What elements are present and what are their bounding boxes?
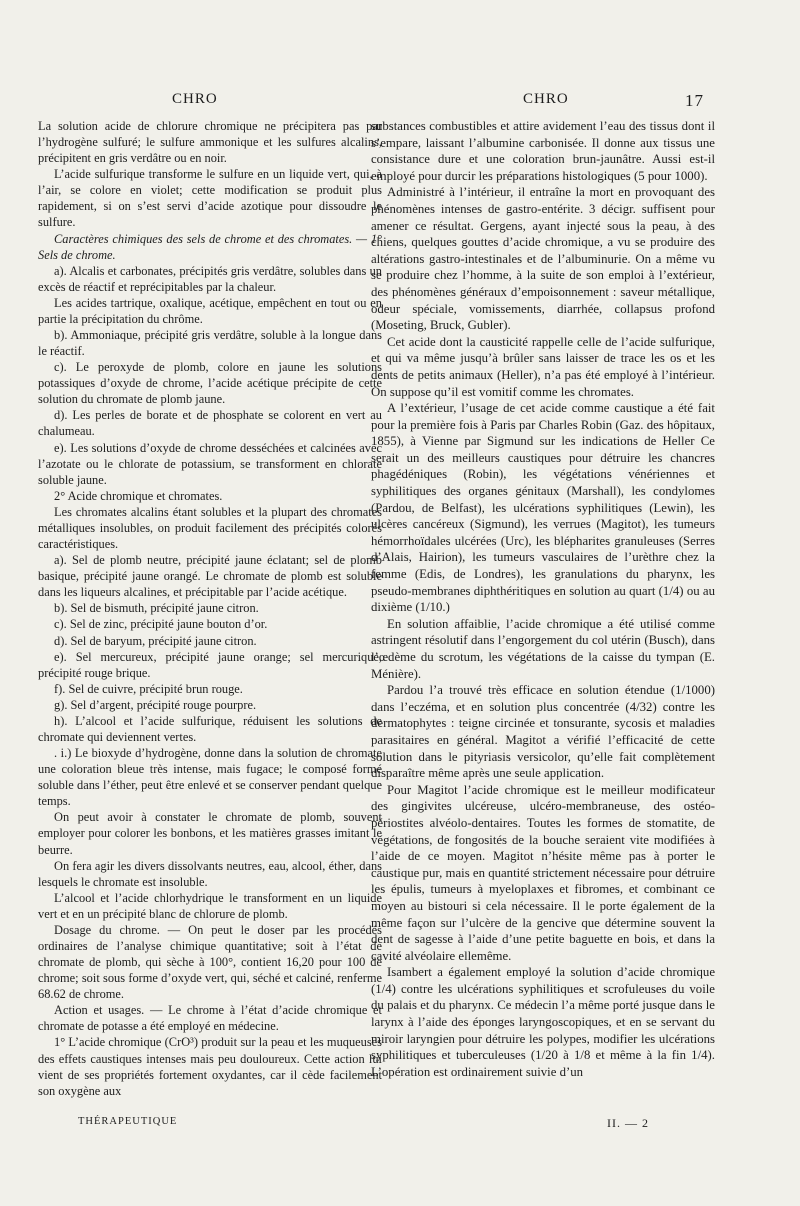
page-number: 17: [685, 91, 704, 110]
paragraph: L’acide sulfurique transforme le sulfure en un liquide vert, qui, à l’air, se colore en violet; cette modification se produit plus rapidement, si on s’est servi d’acide azotique pour dissoudre le sulfure.: [38, 167, 382, 230]
paragraph: Isambert a également employé la solution d’acide chromique (1/4) contre les ulcérations syphilitiques et scrofuleuses du voile du palais et du pharynx. Ce médecin l’a même porté jusque dans le larynx à l’aide des éponges laryngoscopiques, et en se servant du miroir laryngien pour détruire les polypes, modifier les ulcérations syphilitiques et tuberculeuses (1/20 à 1/8 et même à la fin 1/4). L’opération est ordinairement suivie d’un: [371, 965, 715, 1079]
paragraph: d). Sel de baryum, précipité jaune citron.: [54, 633, 257, 648]
paragraph: b). Ammoniaque, précipité gris verdâtre, soluble à la longue dans le réactif.: [38, 328, 382, 359]
paragraph: 2° Acide chromique et chromates.: [54, 488, 223, 503]
section-heading: Action et usages. — Le chrome à l’état d’acide chromique et chromate de potasse a été employé en médecine.: [38, 1003, 382, 1034]
paragraph: 1° L’acide chromique (CrO³) produit sur la peau et les muqueuses des effets caustiques intenses mais peu douloureux. Cette action lui vient de ses propriétés fortement oxydantes, car il cède facilement son oxygène aux: [38, 1035, 382, 1098]
paragraph: On fera agir les divers dissolvants neutres, eau, alcool, éther, dans lesquels le chromate est insoluble.: [38, 858, 382, 889]
paragraph: La solution acide de chlorure chromique ne précipitera pas par l’hydrogène sulfuré; le sulfure ammonique et les sulfures alcalins, précipitent en gris verdâtre ou en noir.: [38, 119, 382, 166]
paragraph: f). Sel de cuivre, précipité brun rouge.: [54, 681, 243, 696]
paragraph: Administré à l’intérieur, il entraîne la mort en provoquant des phénomènes intenses de gastro-entérite. 3 décigr. suffisent pour amener ce résultat. Gergens, ayant injecté sous la peau, à des chiens, quelques gouttes d’acide chromique, a vu se produire des altérations gastro-intestinales et de l’albuminurie. On a même vu se produire chez l’homme, à la suite de son emploi à l’extérieur, des phénomènes généraux d’empoisonnement : saveur métallique, odeur spéciale, vomissements, diarrhée, collapsus profond (Moseting, Bruck, Gubler).: [371, 185, 715, 333]
paragraph: a). Sel de plomb neutre, précipité jaune éclatant; sel de plomb basique, précipité jaune orangé. Le chromate de plomb est soluble dans les liqueurs alcalines, et précipitable par l’acide acétique.: [38, 553, 382, 600]
paragraph: c). Sel de zinc, précipité jaune bouton d’or.: [54, 617, 268, 632]
paragraph: En solution affaiblie, l’acide chromique a été utilisé comme astringent résolutif dans l’engorgement du col utérin (Busch), dans l’œdème du scrotum, les végétations de la caisse du tympan (E. Ménière).: [371, 616, 715, 681]
paragraph: e). Sel mercureux, précipité jaune orange; sel mercurique, précipité rouge brique.: [38, 649, 382, 680]
paragraph: e). Les solutions d’oxyde de chrome desséchées et calcinées avec l’azotate ou le chlorate de potassium, se transforment en chlorate soluble jaune.: [38, 440, 382, 487]
paragraph: b). Sel de bismuth, précipité jaune citron.: [54, 601, 259, 616]
paragraph: Pour Magitot l’acide chromique est le meilleur modificateur des gingivites ulcéreuse, ulcéro-membraneuse, des ostéo-périostites alvéolo-dentaires. Toutes les formes de stomatite, de végétations, de fongosités de la bouche seraient vite modifiées à l’aide de ce moyen. Magitot n’hésite même pas à porter le caustique pur, mais en quantité strictement nécessaire pour détruire les épulis, tumeurs à myeloplaxes et fibromes, et combinant ce moyen au bistouri si cela nécessaire. Il le porte également de la même façon sur l’ulcère de la gencive que détermine souvent la dent de sagesse à l’aide d’une petite baguette en bois, et dans la cavité alvéolaire ellemême.: [371, 782, 715, 963]
paragraph: Cet acide dont la causticité rappelle celle de l’acide sulfurique, et qui va même jusqu’à brûler sans laisser de trace les os et les dents de petits animaux (Heller), n’a pas été employé à l’intérieur. On suppose qu’il est vomitif comme les chromates.: [371, 334, 715, 399]
paragraph: Dosage du chrome. — On peut le doser par les procédés ordinaires de l’analyse chimique quantitative; soit à l’état de chromate de plomb, qui sèche à 100°, contient 16,20 pour 100 de chrome; soit sous forme d’oxyde vert, qui, séché et calciné, renferme 68.62 de chrome.: [38, 922, 382, 1002]
paragraph: g). Sel d’argent, précipité rouge pourpre.: [54, 697, 257, 712]
paragraph: On peut avoir à constater le chromate de plomb, souvent employer pour colorer les bonbons, et les matières grasses imitant le beurre.: [38, 810, 382, 857]
paragraph: Les acides tartrique, oxalique, acétique, empêchent en tout ou en partie la précipitation du chrôme.: [38, 295, 382, 326]
paragraph: A l’extérieur, l’usage de cet acide comme caustique a été fait pour la première fois à Paris par Charles Robin (Gaz. des hôpitaux, 1855), à Vienne par Sigmund sur les indications de Heller Ce serait un des meilleurs caustiques pour détruire les chancres phagédéniques (Robin), les végétations vénériennes et syphilitiques des organes génitaux (Marshall), les condylomes (Pardou, de Belfast), les ulcérations syphilitiques (Lewin), les ulcères cancéreux (Sigmund), les verrues (Magitot), les tumeurs hémorrhoïdales ulcérées (Urc), les blépharites granuleuses (Serres d’Alais, Hairion), les tumeurs vasculaires de l’urèthre chez la femme (Edis, de Londres), les granulations du pharynx, les pseudo-membranes diphthéritiques en solution au quart (1/4) ou au dixième (1/10.): [371, 401, 715, 615]
paragraph: a). Alcalis et carbonates, précipités gris verdâtre, solubles dans un excès de réactif et reprécipitables par la chaleur.: [38, 263, 382, 294]
paragraph: Les chromates alcalins étant solubles et la plupart des chromates métalliques insolubles, on produit facilement des précipités colorés caractéristiques.: [38, 504, 382, 552]
paragraph: h). L’alcool et l’acide sulfurique, réduisent les solutions de chromate qui deviennent vertes.: [38, 713, 382, 744]
paragraph: d). Les perles de borate et de phosphate se colorent en vert au chalumeau.: [38, 408, 382, 439]
section-heading: Caractères chimiques des sels de chrome et des chromates. — 1° Sels de chrome.: [38, 231, 382, 262]
right-column: [371, 118, 715, 1080]
paragraph: c). Le peroxyde de plomb, colore en jaune les solutions potassiques d’oxyde de chrome, l’acide acétique précipite de cette solution du chromate de plomb jaune.: [38, 360, 382, 407]
paragraph: L’alcool et l’acide chlorhydrique le transforment en un liquide vert et en un précipité blanc de chlorure de plomb.: [38, 890, 382, 921]
left-column: [38, 118, 382, 1099]
paragraph: substances combustibles et attire avidement l’eau des tissus dont il s’empare, laissant l’albumine carbonisée. Il donne aux tissus une consistance dure et une coloration brun-jaunâtre. Aussi est-il employé pour durcir les préparations histologiques (5 pour 1000).: [371, 119, 715, 183]
running-head-left: CHRO: [172, 91, 218, 107]
paragraph: . i.) Le bioxyde d’hydrogène, donne dans la solution de chromate une coloration bleue très intense, mais fugace; le composé formé soluble dans l’éther, peut être enlevé et se conserver pendant quelque temps.: [38, 746, 382, 809]
footer-signature: THÉRAPEUTIQUE: [78, 1116, 178, 1127]
paragraph: Pardou l’a trouvé très efficace en solution étendue (1/1000) dans l’eczéma, et en solution plus concentrée (4/32) contre les dermatophytes : teigne circinée et tonsurante, sycosis et maladies parasitaires en général. Magitot a vérifié l’efficacité de cette solution dans le pityriasis versicolor, qu’elle fait complètement disparaître même après une seule application.: [371, 683, 715, 781]
running-head-right: CHRO: [523, 91, 569, 107]
footer-volume: II. — 2: [607, 1116, 649, 1130]
